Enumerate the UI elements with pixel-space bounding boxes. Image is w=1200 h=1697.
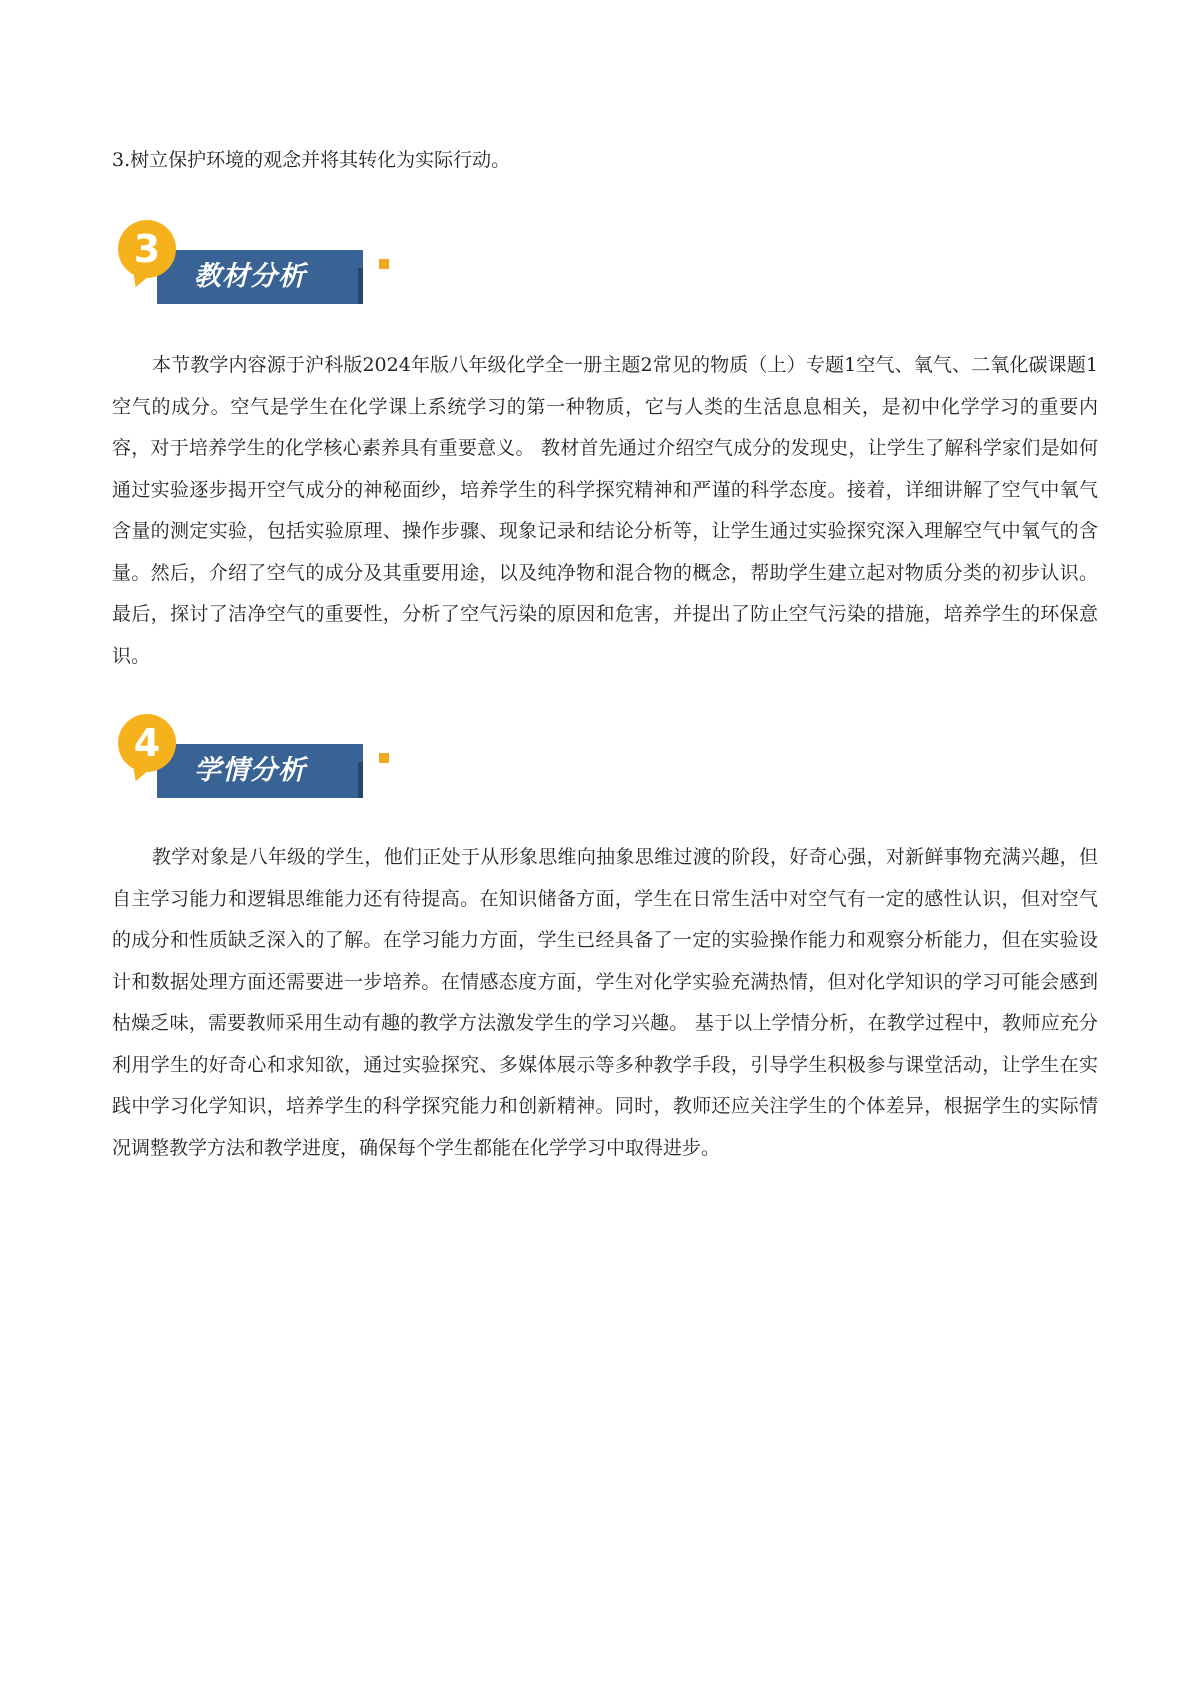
section-number-badge [118, 220, 176, 278]
section-number: 3 [133, 227, 161, 271]
heading-bar-stripe [358, 762, 363, 798]
section-title: 学情分析 [194, 755, 306, 786]
section-title: 教材分析 [194, 261, 306, 292]
section-body-student-analysis: 教学对象是八年级的学生，他们正处于从形象思维向抽象思维过渡的阶段，好奇心强，对新鲜事物充满兴趣，但自主学习能力和逻辑思维能力还有待提高。在知识储备方面，学生在日常生活中对空气有一定的感性认识，但对空气的成分和性质缺乏深入的了解。在学习能力方面，学生已经具备了一定的实验操作能力和观察分析能力，但在实验设计和数据处理方面还需要进一步培养。在情感态度方面，学生对化学实验充满热情，但对化学知识的学习可能会感到枯燥乏味，需要教师采用生动有趣的教学方法激发学生的学习兴趣。 基于以上学情分析，在教学过程中，教师应充分利用学生的好奇心和求知欲，通过实验探究、多媒体展示等多种教学手段，引导学生积极参与课堂活动，让学生在实践中学习化学知识，培养学生的科学探究能力和创新精神。同时，教师还应关注学生的个体差异，根据学生的实际情况调整教学方法和教学进度，确保每个学生都能在化学学习中取得进步。 [112, 846, 1098, 1159]
section-heading-student-analysis [112, 710, 412, 810]
heading-bar-stripe [358, 268, 363, 304]
section-heading-textbook-analysis [112, 216, 412, 316]
heading-accent-square [379, 259, 389, 269]
heading-accent-square [379, 753, 389, 763]
section-number-badge [118, 714, 176, 772]
section-body-textbook-analysis: 本节教学内容源于沪科版2024年版八年级化学全一册主题2常见的物质（上）专题1空气、氧气、二氧化碳课题1空气的成分。空气是学生在化学课上系统学习的第一种物质，它与人类的生活息息相关，是初中化学学习的重要内容，对于培养学生的化学核心素养具有重要意义。 教材首先通过介绍空气成分的发现史，让学生了解科学家们是如何通过实验逐步揭开空气成分的神秘面纱，培养学生的科学探究精神和严谨的科学态度。接着，详细讲解了空气中氧气含量的测定实验，包括实验原理、操作步骤、现象记录和结论分析等，让学生通过实验探究深入理解空气中氧气的含量。然后，介绍了空气的成分及其重要用途，以及纯净物和混合物的概念，帮助学生建立起对物质分类的初步认识。最后，探讨了洁净空气的重要性，分析了空气污染的原因和危害，并提出了防止空气污染的措施，培养学生的环保意识。 [112, 354, 1098, 667]
section-number: 4 [133, 721, 161, 765]
intro-line: 3.树立保护环境的观念并将其转化为实际行动。 [112, 149, 511, 171]
